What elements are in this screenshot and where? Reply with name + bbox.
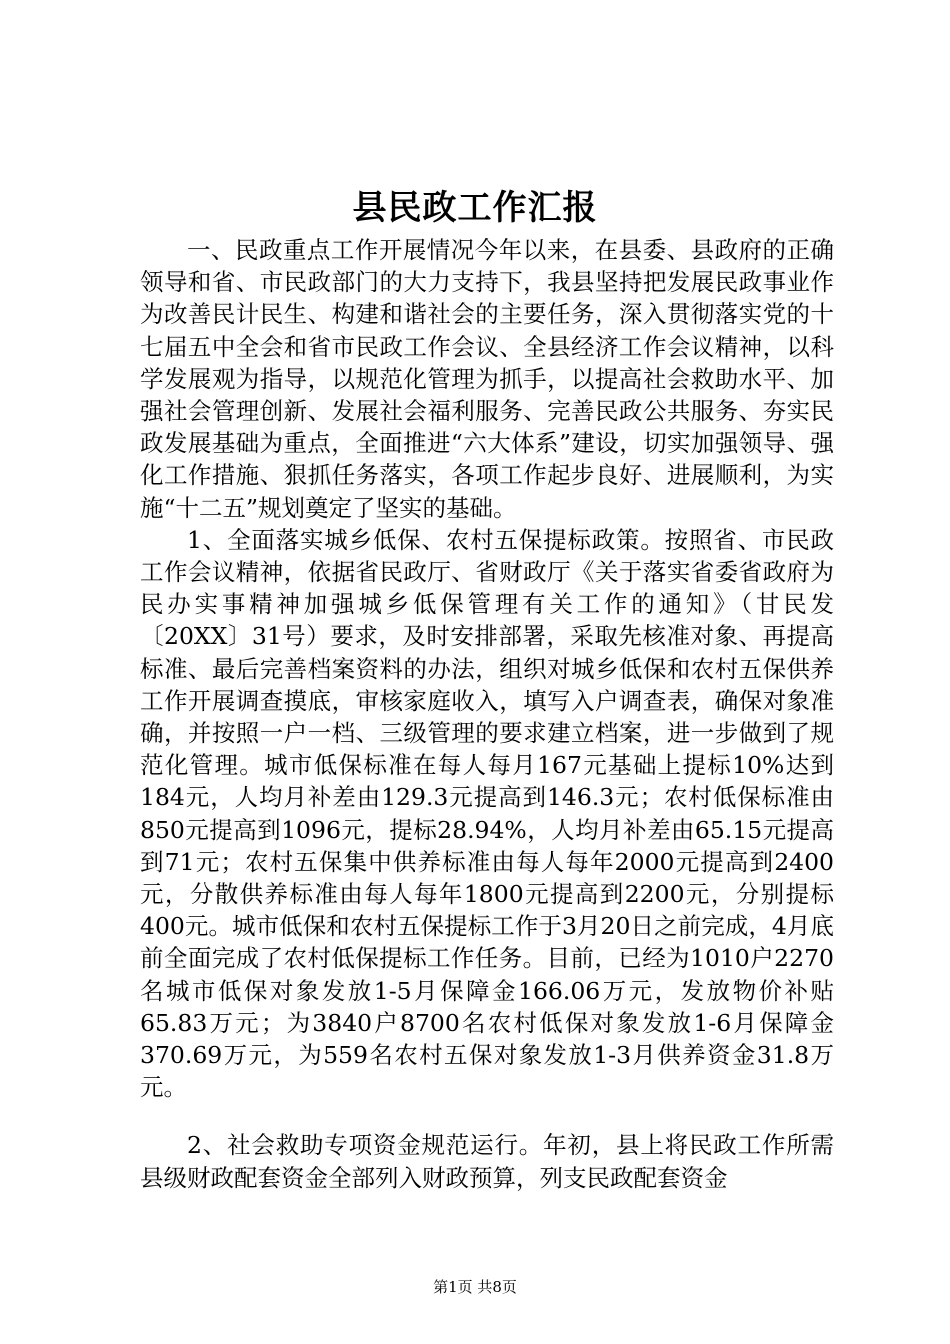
paragraph-spacer [140, 1103, 834, 1129]
paragraph-overview: 一、民政重点工作开展情况今年以来，在县委、县政府的正确领导和省、市民政部门的大力支持下，我县坚持把发展民政事业作为改善民计民生、构建和谐社会的主要任务，深入贯彻落实党的十七届五中全会和省市民政工作会议、全县经济工作会议精神，以科学发展观为指导，以规范化管理为抓手，以提高社会救助水平、加强社会管理创新、发展社会福利服务、完善民政公共服务、夯实民政发展基础为重点，全面推进“六大体系”建设，切实加强领导、强化工作措施、狠抓任务落实，各项工作起步良好、进展顺利，为实施“十二五”规划奠定了坚实的基础。 [140, 236, 834, 522]
document-title: 县民政工作汇报 [352, 188, 598, 228]
paragraph-item-2: 2、社会救助专项资金规范运行。年初，县上将民政工作所需县级财政配套资金全部列入财政预算，列支民政配套资金 [140, 1131, 834, 1192]
paragraph-item-1: 1、全面落实城乡低保、农村五保提标政策。按照省、市民政工作会议精神，依据省民政厅、省财政厅《关于落实省委省政府为民办实事精神加强城乡低保管理有关工作的通知》（甘民发〔20XX〕31号）要求，及时安排部署，采取先核准对象、再提高标准、最后完善档案资料的办法，组织对城乡低保和农村五保供养工作开展调查摸底，审核家庭收入，填写入户调查表，确保对象准确，并按照一户一档、三级管理的要求建立档案，进一步做到了规范化管理。城市低保标准在每人每月167元基础上提标10%达到184元，人均月补差由129.3元提高到146.3元；农村低保标准由850元提高到1096元，提标28.94%，人均月补差由65.15元提高到71元；农村五保集中供养标准由每人每年2000元提高到2400元，分散供养标准由每人每年1800元提高到2200元，分别提标400元。城市低保和农村五保提标工作于3月20日之前完成，4月底前全面完成了农村低保提标工作任务。目前，已经为1010户2270名城市低保对象发放1-5月保障金166.06万元，发放物价补贴65.83万元；为3840户8700名农村低保对象发放1-6月保障金370.69万元，为559名农村五保对象发放1-3月供养资金31.8万元。 [140, 525, 834, 1102]
document-body [140, 234, 834, 1194]
page-number-footer: 第1页 共8页 [433, 1278, 517, 1296]
